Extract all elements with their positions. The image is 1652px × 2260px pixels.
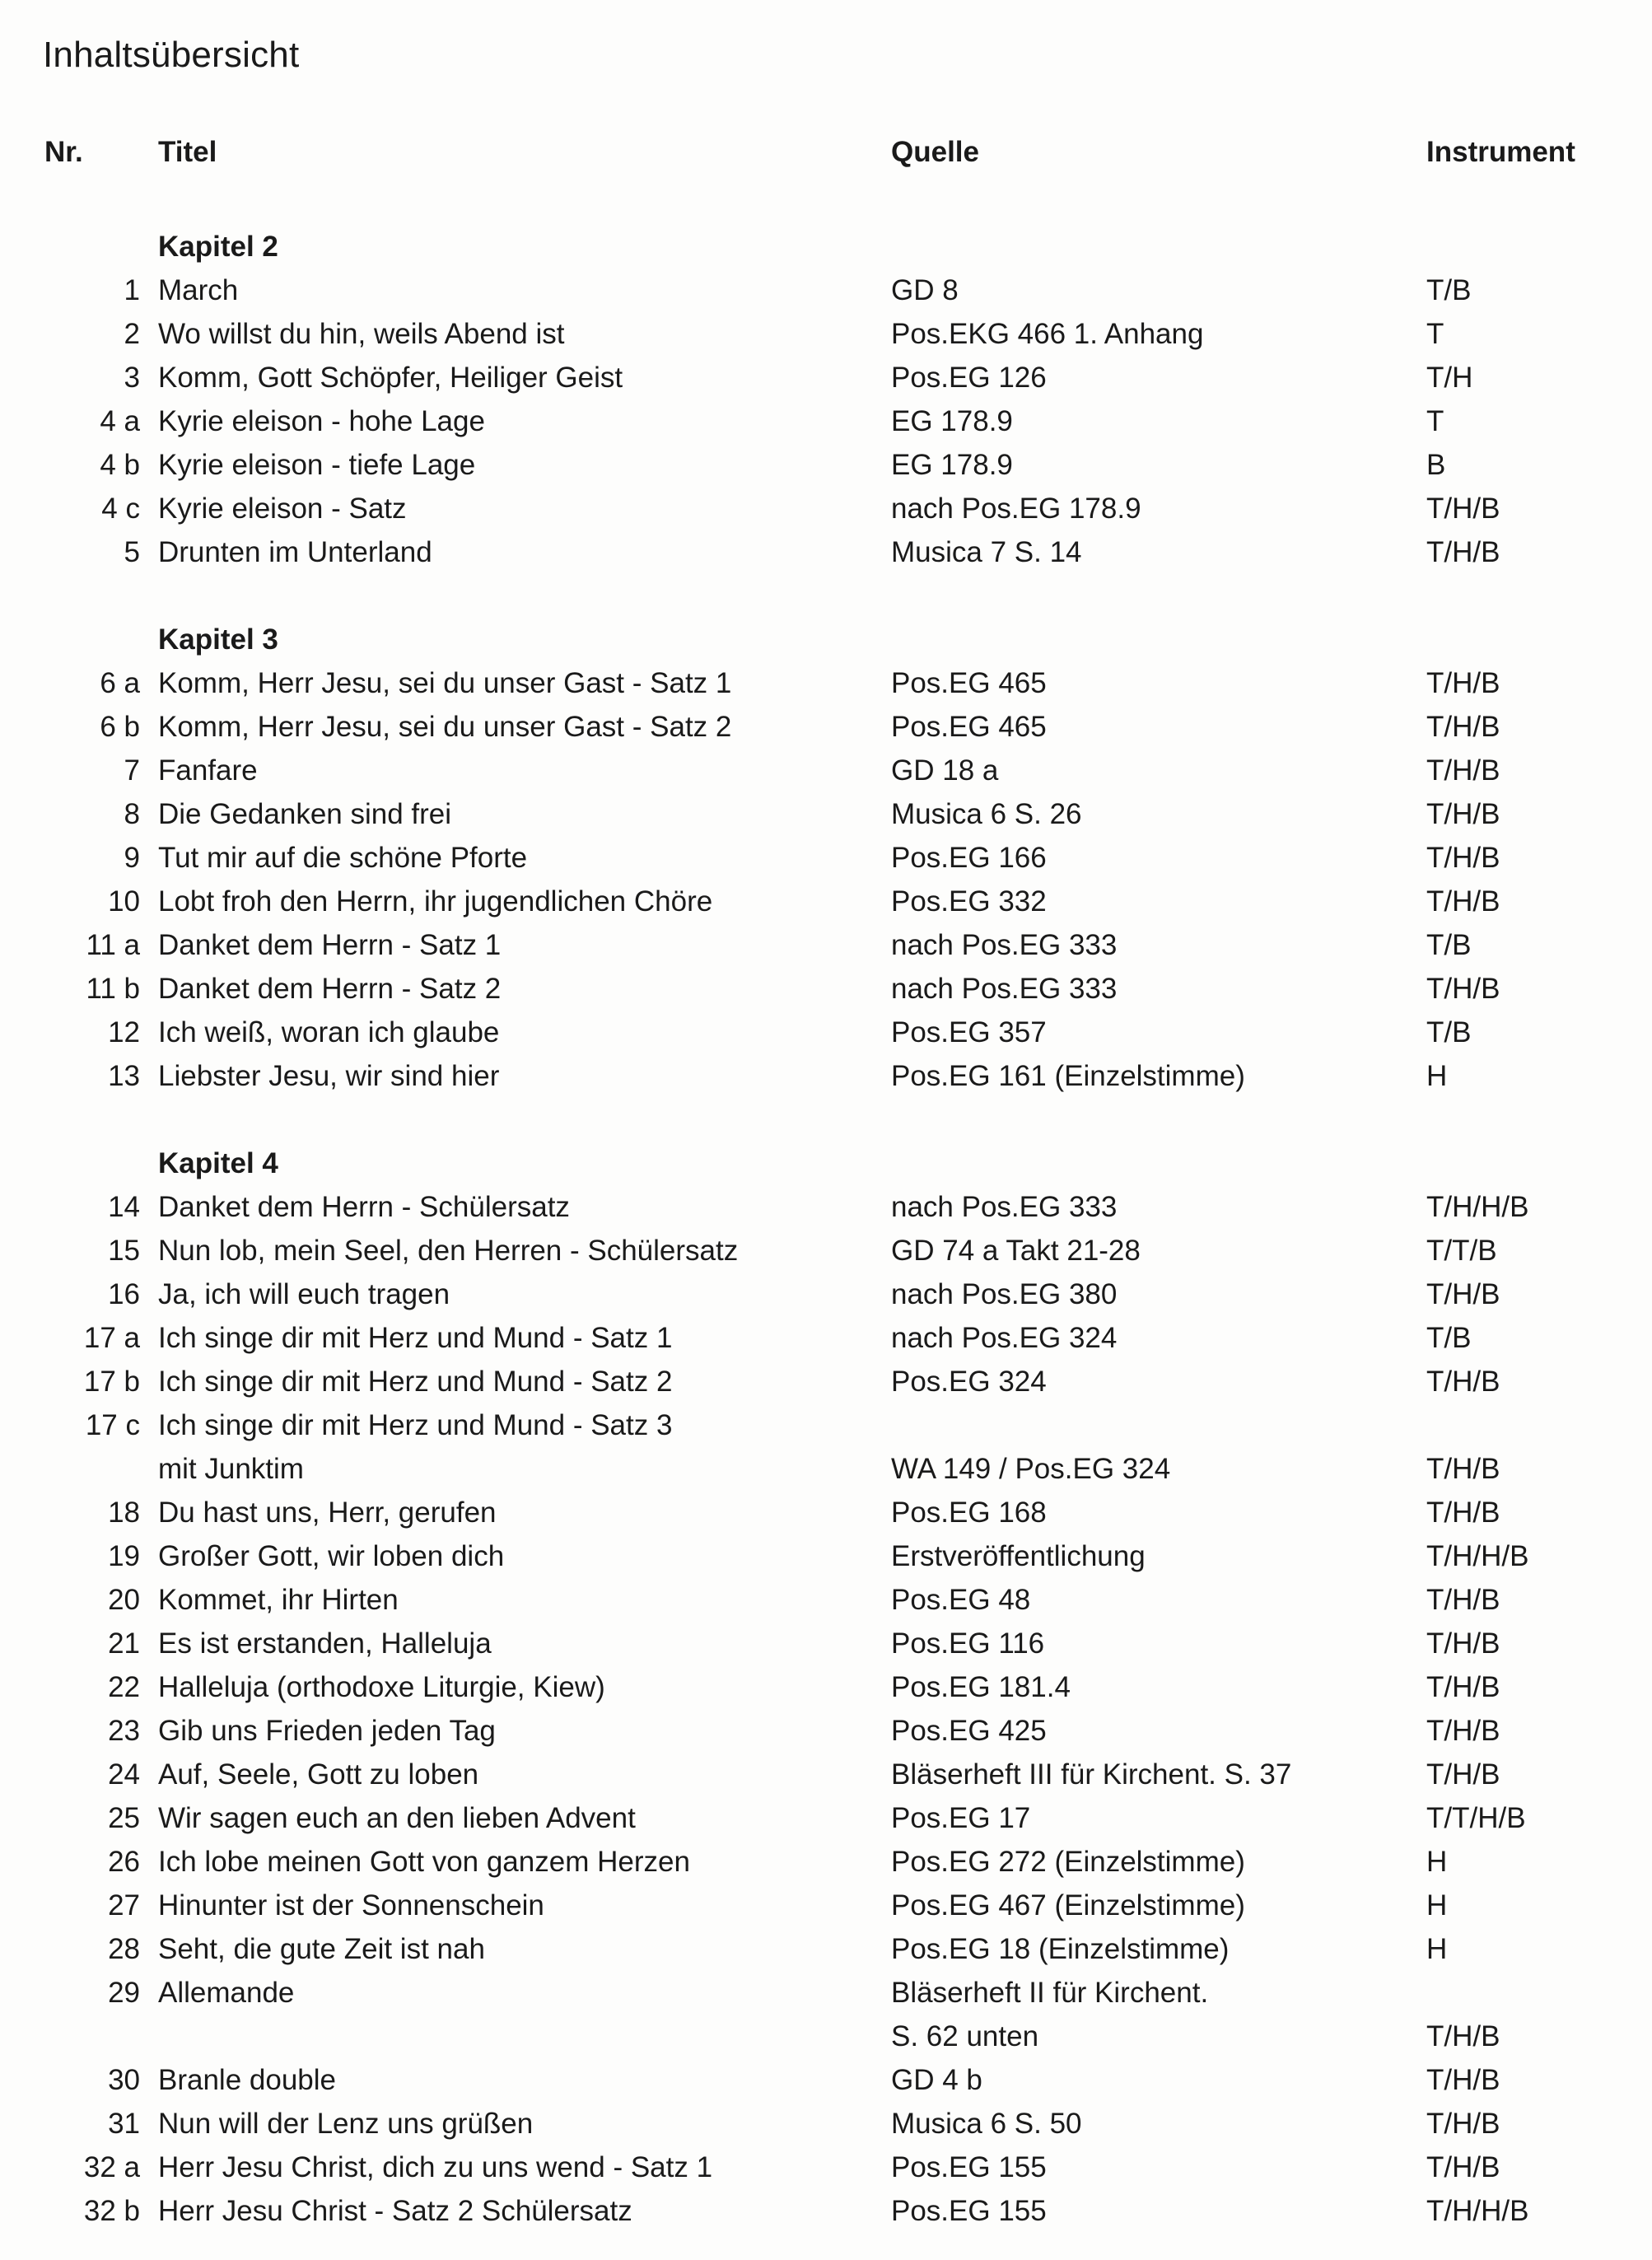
cell-titel: Komm, Herr Jesu, sei du unser Gast - Satz 2 xyxy=(158,711,732,743)
cell-instrument: T/H/B xyxy=(1426,1453,1500,1485)
cell-nr: 20 xyxy=(108,1584,140,1616)
cell-quelle: Musica 6 S. 50 xyxy=(891,2108,1082,2140)
cell-nr: 15 xyxy=(108,1235,140,1267)
table-row xyxy=(43,1753,1608,1796)
cell-nr: 2 xyxy=(124,318,140,350)
cell-instrument: T/H/B xyxy=(1426,973,1500,1005)
table-row xyxy=(43,1534,1608,1578)
cell-nr: 6 a xyxy=(100,667,140,699)
table-row xyxy=(43,836,1608,880)
column-header-titel: Titel xyxy=(158,136,217,168)
cell-quelle: GD 18 a xyxy=(891,754,999,787)
cell-instrument: T/B xyxy=(1426,274,1472,306)
table-row xyxy=(43,399,1608,443)
cell-quelle: Pos.EG 168 xyxy=(891,1497,1047,1529)
table-row xyxy=(43,1011,1608,1054)
cell-quelle: Pos.EG 155 xyxy=(891,2151,1047,2183)
table-row xyxy=(43,792,1608,836)
cell-titel: Kyrie eleison - hohe Lage xyxy=(158,405,485,437)
table-row xyxy=(43,1796,1608,1840)
cell-titel: Nun will der Lenz uns grüßen xyxy=(158,2108,534,2140)
cell-nr: 4 c xyxy=(101,493,140,525)
cell-titel: Ich singe dir mit Herz und Mund - Satz 2 xyxy=(158,1366,673,1398)
cell-titel: Ich singe dir mit Herz und Mund - Satz 1 xyxy=(158,1322,673,1354)
table-row xyxy=(43,1054,1608,1098)
row-spacer xyxy=(43,1098,1608,1142)
cell-nr: 4 a xyxy=(100,405,140,437)
cell-quelle: EG 178.9 xyxy=(891,449,1013,481)
cell-quelle: Pos.EG 161 (Einzelstimme) xyxy=(891,1060,1245,1092)
cell-nr: 32 a xyxy=(83,2151,140,2183)
cell-quelle: Pos.EG 17 xyxy=(891,1802,1031,1834)
cell-nr: 5 xyxy=(124,536,140,568)
cell-nr: 13 xyxy=(108,1060,140,1092)
cell-quelle: Bläserheft II für Kirchent. xyxy=(891,1977,1209,2009)
cell-instrument: T/H/B xyxy=(1426,2064,1500,2096)
cell-nr: 23 xyxy=(108,1715,140,1747)
table-row xyxy=(43,1229,1608,1272)
cell-nr: 30 xyxy=(108,2064,140,2096)
table-row xyxy=(43,661,1608,705)
cell-titel: mit Junktim xyxy=(158,1453,304,1485)
cell-quelle: Erstveröffentlichung xyxy=(891,1540,1146,1572)
cell-nr: 3 xyxy=(124,362,140,394)
cell-instrument: T/H/B xyxy=(1426,536,1500,568)
cell-titel: Liebster Jesu, wir sind hier xyxy=(158,1060,500,1092)
table-row xyxy=(43,1971,1608,2015)
cell-instrument: H xyxy=(1426,1846,1448,1878)
table-row xyxy=(43,1360,1608,1403)
cell-nr: 21 xyxy=(108,1627,140,1660)
cell-quelle: Pos.EG 272 (Einzelstimme) xyxy=(891,1846,1245,1878)
cell-quelle: Pos.EG 332 xyxy=(891,885,1047,918)
cell-titel: March xyxy=(158,274,239,306)
cell-nr: 17 b xyxy=(83,1366,140,1398)
cell-nr: 17 c xyxy=(85,1409,140,1441)
cell-quelle: Pos.EG 465 xyxy=(891,711,1047,743)
table-row xyxy=(43,967,1608,1011)
cell-instrument: T/H/B xyxy=(1426,711,1500,743)
cell-titel: Die Gedanken sind frei xyxy=(158,798,452,830)
column-header-quelle: Quelle xyxy=(891,136,979,168)
cell-instrument: T/B xyxy=(1426,1322,1472,1354)
chapter-heading-row xyxy=(43,225,1608,268)
cell-titel: Herr Jesu Christ - Satz 2 Schülersatz xyxy=(158,2195,632,2227)
cell-instrument: T/H/H/B xyxy=(1426,2195,1529,2227)
table-row xyxy=(43,1272,1608,1316)
cell-titel: Nun lob, mein Seel, den Herren - Schülersatz xyxy=(158,1235,739,1267)
cell-quelle: Pos.EG 465 xyxy=(891,667,1047,699)
cell-instrument: T/B xyxy=(1426,1016,1472,1048)
contents-table xyxy=(43,124,1608,2233)
cell-instrument: B xyxy=(1426,449,1446,481)
cell-nr: 18 xyxy=(108,1497,140,1529)
cell-titel: Allemande xyxy=(158,1977,295,2009)
table-row xyxy=(43,2189,1608,2233)
chapter-heading-row xyxy=(43,618,1608,661)
cell-instrument: T/H/B xyxy=(1426,842,1500,874)
cell-nr: 6 b xyxy=(100,711,140,743)
cell-quelle: GD 4 b xyxy=(891,2064,982,2096)
cell-instrument: T/H/B xyxy=(1426,885,1500,918)
cell-titel: Ich weiß, woran ich glaube xyxy=(158,1016,500,1048)
table-row xyxy=(43,749,1608,792)
cell-nr: 26 xyxy=(108,1846,140,1878)
table-row xyxy=(43,487,1608,530)
cell-titel: Du hast uns, Herr, gerufen xyxy=(158,1497,497,1529)
cell-titel: Komm, Herr Jesu, sei du unser Gast - Satz 1 xyxy=(158,667,732,699)
cell-instrument: H xyxy=(1426,1060,1448,1092)
cell-quelle: nach Pos.EG 380 xyxy=(891,1278,1118,1310)
table-row xyxy=(43,2015,1608,2058)
cell-instrument: T/B xyxy=(1426,929,1472,961)
table-row xyxy=(43,312,1608,356)
cell-quelle: Pos.EG 166 xyxy=(891,842,1047,874)
table-row xyxy=(43,1927,1608,1971)
cell-quelle: Bläserheft III für Kirchent. S. 37 xyxy=(891,1758,1292,1791)
cell-instrument: T/T/H/B xyxy=(1426,1802,1526,1834)
cell-titel: Kyrie eleison - tiefe Lage xyxy=(158,449,476,481)
table-row xyxy=(43,1447,1608,1491)
cell-nr: 7 xyxy=(124,754,140,787)
cell-quelle: S. 62 unten xyxy=(891,2020,1039,2052)
cell-quelle: nach Pos.EG 333 xyxy=(891,929,1118,961)
cell-quelle: EG 178.9 xyxy=(891,405,1013,437)
cell-nr: 29 xyxy=(108,1977,140,2009)
table-row xyxy=(43,530,1608,574)
cell-quelle: nach Pos.EG 333 xyxy=(891,1191,1118,1223)
cell-titel: Fanfare xyxy=(158,754,258,787)
cell-nr: 24 xyxy=(108,1758,140,1791)
cell-quelle: Pos.EG 155 xyxy=(891,2195,1047,2227)
cell-titel: Halleluja (orthodoxe Liturgie, Kiew) xyxy=(158,1671,605,1703)
cell-titel: Großer Gott, wir loben dich xyxy=(158,1540,505,1572)
table-row xyxy=(43,1185,1608,1229)
cell-titel: Kommet, ihr Hirten xyxy=(158,1584,399,1616)
cell-instrument: T/H/B xyxy=(1426,493,1500,525)
cell-titel: Kyrie eleison - Satz xyxy=(158,493,407,525)
cell-instrument: T/H/B xyxy=(1426,667,1500,699)
cell-quelle: Pos.EG 48 xyxy=(891,1584,1031,1616)
cell-nr: 12 xyxy=(108,1016,140,1048)
cell-instrument: T/H/B xyxy=(1426,1758,1500,1791)
cell-instrument: T/H/B xyxy=(1426,1584,1500,1616)
cell-quelle: Pos.EG 18 (Einzelstimme) xyxy=(891,1933,1230,1965)
cell-nr: 8 xyxy=(124,798,140,830)
cell-quelle: GD 8 xyxy=(891,274,959,306)
cell-nr: 14 xyxy=(108,1191,140,1223)
cell-instrument: T/H xyxy=(1426,362,1473,394)
cell-quelle: nach Pos.EG 324 xyxy=(891,1322,1118,1354)
cell-quelle: nach Pos.EG 333 xyxy=(891,973,1118,1005)
table-row xyxy=(43,1578,1608,1622)
cell-titel: Auf, Seele, Gott zu loben xyxy=(158,1758,479,1791)
cell-quelle: Pos.EG 425 xyxy=(891,1715,1047,1747)
cell-titel: Danket dem Herrn - Satz 2 xyxy=(158,973,502,1005)
cell-titel: Branle double xyxy=(158,2064,336,2096)
cell-titel: Lobt froh den Herrn, ihr jugendlichen Chöre xyxy=(158,885,713,918)
cell-nr: 28 xyxy=(108,1933,140,1965)
table-row xyxy=(43,1622,1608,1665)
cell-nr: 10 xyxy=(108,885,140,918)
cell-quelle: Pos.EG 126 xyxy=(891,362,1047,394)
table-row xyxy=(43,705,1608,749)
cell-titel: Tut mir auf die schöne Pforte xyxy=(158,842,528,874)
cell-titel: Danket dem Herrn - Satz 1 xyxy=(158,929,502,961)
cell-instrument: T/H/H/B xyxy=(1426,1191,1529,1223)
cell-instrument: T/H/B xyxy=(1426,798,1500,830)
cell-titel: Drunten im Unterland xyxy=(158,536,432,568)
cell-quelle: Pos.EG 116 xyxy=(891,1627,1045,1660)
cell-nr: 25 xyxy=(108,1802,140,1834)
cell-instrument: H xyxy=(1426,1933,1448,1965)
table-row xyxy=(43,2146,1608,2189)
cell-instrument: T/H/B xyxy=(1426,1627,1500,1660)
cell-instrument: T/H/B xyxy=(1426,1715,1500,1747)
cell-nr: 16 xyxy=(108,1278,140,1310)
table-header-row xyxy=(43,124,1608,181)
chapter-label: Kapitel 3 xyxy=(158,623,278,656)
table-row xyxy=(43,923,1608,967)
cell-instrument: T xyxy=(1426,318,1444,350)
cell-quelle: Musica 7 S. 14 xyxy=(891,536,1082,568)
cell-titel: Danket dem Herrn - Schülersatz xyxy=(158,1191,570,1223)
table-row xyxy=(43,2102,1608,2146)
cell-nr: 32 b xyxy=(83,2195,140,2227)
cell-titel: Ich singe dir mit Herz und Mund - Satz 3 xyxy=(158,1409,673,1441)
cell-titel: Ja, ich will euch tragen xyxy=(158,1278,450,1310)
cell-nr: 1 xyxy=(124,274,140,306)
page-title: Inhaltsübersicht xyxy=(43,35,300,75)
table-row xyxy=(43,2058,1608,2102)
cell-quelle: WA 149 / Pos.EG 324 xyxy=(891,1453,1171,1485)
table-row xyxy=(43,1665,1608,1709)
cell-quelle: Pos.EKG 466 1. Anhang xyxy=(891,318,1204,350)
cell-instrument: T/H/B xyxy=(1426,1278,1500,1310)
cell-titel: Es ist erstanden, Halleluja xyxy=(158,1627,492,1660)
chapter-label: Kapitel 2 xyxy=(158,231,278,263)
cell-nr: 22 xyxy=(108,1671,140,1703)
cell-nr: 17 a xyxy=(83,1322,140,1354)
table-row xyxy=(43,1709,1608,1753)
cell-quelle: nach Pos.EG 178.9 xyxy=(891,493,1141,525)
cell-nr: 27 xyxy=(108,1889,140,1921)
cell-titel: Wir sagen euch an den lieben Advent xyxy=(158,1802,636,1834)
cell-quelle: Pos.EG 467 (Einzelstimme) xyxy=(891,1889,1245,1921)
cell-instrument: T/H/B xyxy=(1426,1497,1500,1529)
chapter-heading-row xyxy=(43,1142,1608,1185)
table-row xyxy=(43,880,1608,923)
cell-titel: Hinunter ist der Sonnenschein xyxy=(158,1889,544,1921)
cell-titel: Ich lobe meinen Gott von ganzem Herzen xyxy=(158,1846,690,1878)
cell-instrument: T xyxy=(1426,405,1444,437)
table-row xyxy=(43,1491,1608,1534)
column-header-nr: Nr. xyxy=(44,136,83,168)
cell-instrument: T/H/B xyxy=(1426,2151,1500,2183)
cell-instrument: T/T/B xyxy=(1426,1235,1497,1267)
chapter-label: Kapitel 4 xyxy=(158,1147,278,1179)
table-row xyxy=(43,1840,1608,1884)
cell-titel: Wo willst du hin, weils Abend ist xyxy=(158,318,565,350)
cell-instrument: T/H/B xyxy=(1426,2020,1500,2052)
table-row xyxy=(43,356,1608,399)
cell-instrument: T/H/H/B xyxy=(1426,1540,1529,1572)
table-row xyxy=(43,1403,1608,1447)
cell-quelle: Pos.EG 357 xyxy=(891,1016,1047,1048)
table-row xyxy=(43,1884,1608,1927)
row-spacer xyxy=(43,574,1608,618)
cell-titel: Komm, Gott Schöpfer, Heiliger Geist xyxy=(158,362,623,394)
table-body xyxy=(43,181,1608,2233)
cell-titel: Gib uns Frieden jeden Tag xyxy=(158,1715,496,1747)
cell-quelle: GD 74 a Takt 21-28 xyxy=(891,1235,1141,1267)
cell-titel: Seht, die gute Zeit ist nah xyxy=(158,1933,485,1965)
cell-nr: 19 xyxy=(108,1540,140,1572)
row-spacer xyxy=(43,181,1608,225)
cell-instrument: T/H/B xyxy=(1426,754,1500,787)
cell-instrument: T/H/B xyxy=(1426,1671,1500,1703)
table-row xyxy=(43,1316,1608,1360)
cell-nr: 11 a xyxy=(86,929,140,961)
cell-nr: 31 xyxy=(108,2108,140,2140)
cell-instrument: T/H/B xyxy=(1426,2108,1500,2140)
cell-instrument: T/H/B xyxy=(1426,1366,1500,1398)
table-row xyxy=(43,268,1608,312)
cell-nr: 11 b xyxy=(86,973,140,1005)
cell-titel: Herr Jesu Christ, dich zu uns wend - Satz 1 xyxy=(158,2151,713,2183)
cell-nr: 4 b xyxy=(100,449,140,481)
cell-nr: 9 xyxy=(124,842,140,874)
column-header-instrument: Instrument xyxy=(1426,136,1575,168)
cell-quelle: Musica 6 S. 26 xyxy=(891,798,1082,830)
table-row xyxy=(43,443,1608,487)
cell-quelle: Pos.EG 181.4 xyxy=(891,1671,1071,1703)
cell-quelle: Pos.EG 324 xyxy=(891,1366,1047,1398)
cell-instrument: H xyxy=(1426,1889,1448,1921)
